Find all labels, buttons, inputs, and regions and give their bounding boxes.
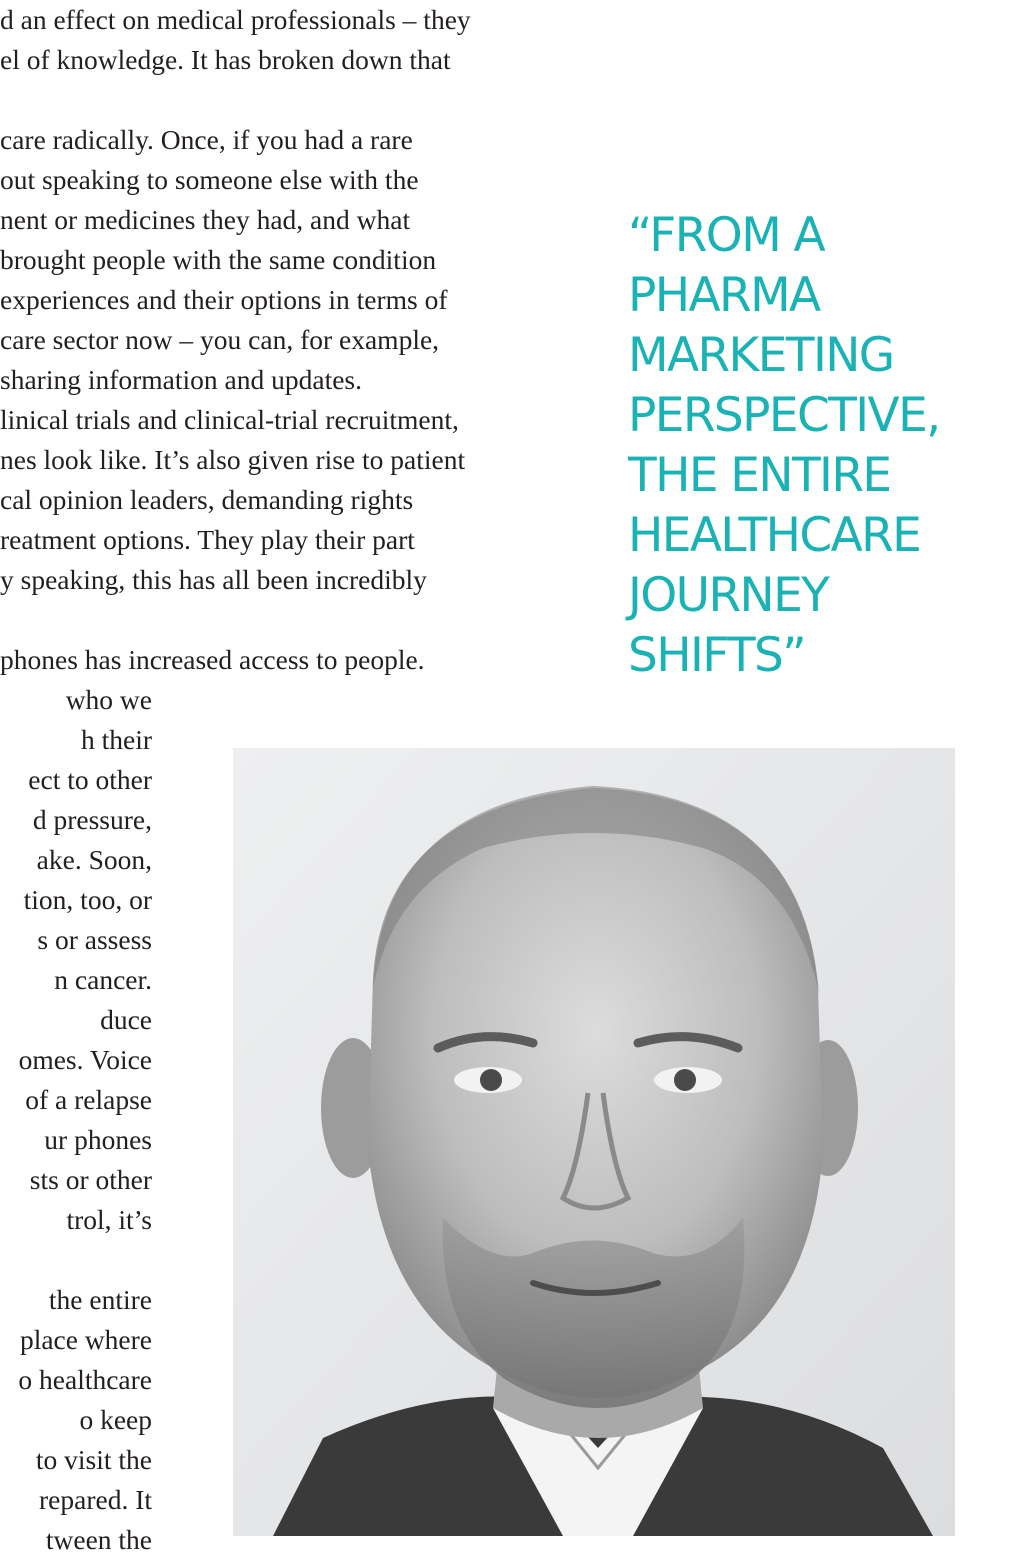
article-line: sts or other (29, 1164, 152, 1195)
article-line: reatment options. They play their part (0, 524, 415, 555)
article-line: sharing information and updates. (0, 364, 362, 395)
article-line: h their (80, 724, 152, 755)
portrait-photo (233, 748, 955, 1536)
article-line: of a relapse (25, 1084, 152, 1115)
article-line: d an effect on medical professionals – they (0, 4, 471, 35)
pull-quote-line: JOURNEY (628, 568, 829, 623)
article-line: o keep (79, 1404, 152, 1435)
article-line: trol, it’s (66, 1204, 152, 1235)
article-line: el of knowledge. It has broken down that (0, 44, 451, 75)
portrait-illustration (233, 748, 955, 1536)
pull-quote (628, 206, 1008, 686)
article-line: duce (100, 1004, 152, 1035)
article-line: ur phones (44, 1124, 152, 1155)
pull-quote-line: MARKETING (628, 328, 894, 383)
article-line: phones has increased access to people. (0, 644, 425, 675)
article-line: brought people with the same condition (0, 244, 437, 275)
article-line: ect to other (28, 764, 152, 795)
pull-quote-line: PHARMA (628, 268, 820, 323)
article-line: o healthcare (18, 1364, 152, 1395)
article-line: omes. Voice (18, 1044, 152, 1075)
article-line: care sector now – you can, for example, (0, 324, 440, 355)
pull-quote-line: HEALTHCARE (628, 508, 921, 563)
article-line: cal opinion leaders, demanding rights (0, 484, 414, 515)
article-line: n cancer. (54, 964, 152, 995)
article-line: place where (19, 1324, 152, 1355)
article-line: tween the (45, 1524, 152, 1555)
article-line: s or assess (37, 924, 152, 955)
article-line: linical trials and clinical-trial recruitment, (0, 404, 459, 435)
pull-quote-line: THE ENTIRE (628, 448, 891, 503)
article-line: care radically. Once, if you had a rare (0, 124, 413, 155)
article-line: tion, too, or (23, 884, 152, 915)
article-line: who we (65, 684, 152, 715)
article-line: y speaking, this has all been incredibly (0, 564, 427, 595)
article-line: nes look like. It’s also given rise to patient (0, 444, 466, 475)
pull-quote-line: “FROM A (628, 208, 825, 263)
article-line: to visit the (35, 1444, 152, 1475)
article-line: d pressure, (32, 804, 152, 835)
article-line: out speaking to someone else with the (0, 164, 419, 195)
article-line: the entire (48, 1284, 152, 1315)
article-line: repared. It (39, 1484, 152, 1515)
article-line: nent or medicines they had, and what (0, 204, 411, 235)
pull-quote-line: PERSPECTIVE, (628, 388, 940, 443)
article-line: ake. Soon, (36, 844, 152, 875)
article-line: experiences and their options in terms of (0, 284, 448, 315)
pull-quote-line: SHIFTS” (628, 628, 805, 683)
